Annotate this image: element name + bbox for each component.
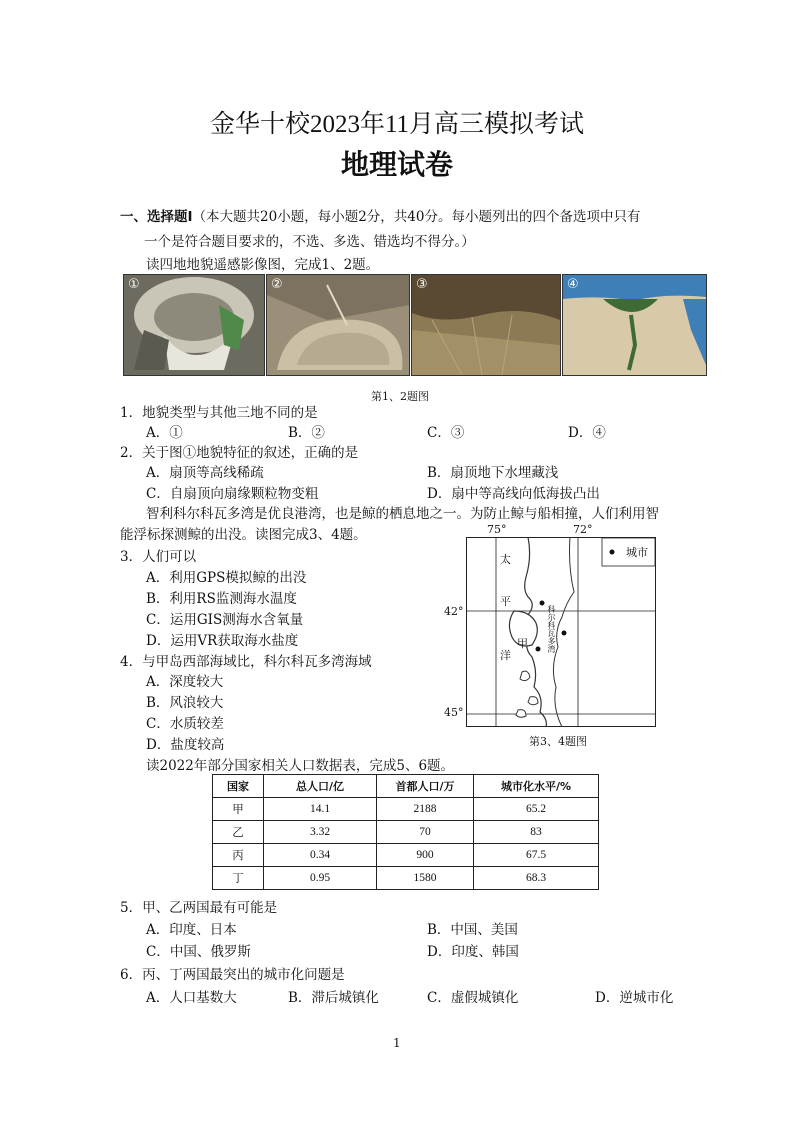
- map-legend-label: 城市: [626, 546, 648, 559]
- q1-stem: 1．地貌类型与其他三地不同的是: [120, 405, 318, 421]
- q3-option-b: B．利用RS监测海水温度: [146, 591, 297, 607]
- map-caption: 第3、4题图: [529, 735, 587, 748]
- cell-urbanization: 65.2: [474, 798, 599, 821]
- table-row: [213, 798, 599, 821]
- header-urbanization: 城市化水平/%: [474, 775, 599, 798]
- map-ocean-char-1: 太: [500, 553, 511, 566]
- q1-option-b: B．②: [288, 425, 325, 441]
- q6-option-d: D．逆城市化: [595, 990, 674, 1006]
- q6-option-c: C．虚假城镇化: [427, 990, 519, 1006]
- q2-option-d: D．扇中等高线向低海拔凸出: [427, 486, 600, 502]
- map-island-label: 甲: [517, 637, 528, 650]
- landform-photo-3: [411, 274, 561, 376]
- map-ocean-char-2: 平: [500, 595, 511, 608]
- chile-bay-map: [466, 537, 656, 727]
- table-header-row: [213, 775, 599, 798]
- photo-caption: 第1、2题图: [371, 390, 429, 403]
- q4-option-b: B．风浪较大: [146, 695, 224, 711]
- q5-option-d: D．印度、韩国: [427, 944, 519, 960]
- q3-option-d: D．运用VR获取海水盐度: [146, 633, 299, 649]
- section-label: 一、选择题Ⅰ: [120, 209, 193, 225]
- table-row: [213, 844, 599, 867]
- table-row: [213, 867, 599, 890]
- q4-option-d: D．盐度较高: [146, 737, 225, 753]
- q12-lead: 读四地地貌遥感影像图，完成1、2题。: [146, 257, 380, 273]
- cell-urbanization: 68.3: [474, 867, 599, 890]
- q6-stem: 6．丙、丁两国最突出的城市化问题是: [120, 967, 345, 983]
- q4-stem: 4．与甲岛西部海域比，科尔科瓦多湾海域: [120, 654, 372, 670]
- map-bay-label: 科尔科瓦多湾: [547, 605, 556, 653]
- q56-lead: 读2022年部分国家相关人口数据表，完成5、6题。: [146, 758, 455, 774]
- landform-photo-1: [123, 274, 265, 376]
- header-capital-pop: 首都人口/万: [377, 775, 474, 798]
- q2-option-a: A．扇顶等高线稀疏: [146, 465, 264, 481]
- cell-capital-pop: 2188: [377, 798, 474, 821]
- q1-option-c: C．③: [427, 425, 465, 441]
- header-country: 国家: [213, 775, 264, 798]
- q6-option-b: B．滞后城镇化: [288, 990, 379, 1006]
- cell-capital-pop: 900: [377, 844, 474, 867]
- cell-urbanization: 67.5: [474, 844, 599, 867]
- population-table: [212, 774, 599, 890]
- q2-stem: 2．关于图①地貌特征的叙述，正确的是: [120, 445, 359, 461]
- map-lon-75: 75°: [487, 523, 507, 536]
- cell-total-pop: 14.1: [264, 798, 377, 821]
- cell-country: 甲: [213, 798, 264, 821]
- q34-lead-1: 智利科尔科瓦多湾是优良港湾，也是鲸的栖息地之一。为防止鲸与船相撞，人们利用智: [146, 506, 659, 522]
- q4-option-a: A．深度较大: [146, 674, 224, 690]
- q5-option-b: B．中国、美国: [427, 922, 518, 938]
- exam-subtitle: 地理试卷: [340, 148, 453, 181]
- cell-country: 丁: [213, 867, 264, 890]
- landform-photo-4: [562, 274, 707, 376]
- photo-label-4: ④: [567, 277, 579, 292]
- q2-option-b: B．扇顶地下水埋藏浅: [427, 465, 559, 481]
- section-intro-2: 一个是符合题目要求的，不选、多选、错选均不得分。）: [144, 234, 475, 250]
- cell-country: 丙: [213, 844, 264, 867]
- photo-label-2: ②: [271, 277, 283, 292]
- q1-option-d: D．④: [568, 425, 606, 441]
- map-lat-45: 45°: [444, 706, 464, 719]
- q5-stem: 5．甲、乙两国最有可能是: [120, 900, 278, 916]
- q5-option-a: A．印度、日本: [146, 922, 237, 938]
- q4-option-c: C．水质较差: [146, 716, 224, 732]
- q34-lead-2: 能浮标探测鲸的出没。读图完成3、4题。: [120, 527, 367, 543]
- exam-title: 金华十校2023年11月高三模拟考试: [209, 111, 585, 138]
- map-ocean-char-3: 洋: [500, 649, 511, 662]
- q3-stem: 3．人们可以: [120, 549, 197, 565]
- map-lat-42: 42°: [444, 605, 464, 618]
- q2-option-c: C．自扇顶向扇缘颗粒物变粗: [146, 486, 319, 502]
- section-intro-1: （本大题共20小题，每小题2分，共40分。每小题列出的四个备选项中只有: [192, 209, 641, 225]
- photo-label-3: ③: [416, 277, 428, 292]
- photo-label-1: ①: [128, 277, 140, 292]
- cell-total-pop: 0.34: [264, 844, 377, 867]
- landform-photo-2: [266, 274, 410, 376]
- cell-capital-pop: 70: [377, 821, 474, 844]
- q3-option-c: C．运用GIS测海水含氧量: [146, 612, 304, 628]
- section-heading: [120, 205, 640, 225]
- map-lon-72: 72°: [573, 523, 593, 536]
- table-row: [213, 821, 599, 844]
- q3-option-a: A．利用GPS模拟鲸的出没: [146, 570, 307, 586]
- cell-urbanization: 83: [474, 821, 599, 844]
- q1-option-a: A．①: [146, 425, 183, 441]
- cell-country: 乙: [213, 821, 264, 844]
- q6-option-a: A．人口基数大: [146, 990, 237, 1006]
- cell-capital-pop: 1580: [377, 867, 474, 890]
- q5-option-c: C．中国、俄罗斯: [146, 944, 251, 960]
- cell-total-pop: 3.32: [264, 821, 377, 844]
- cell-total-pop: 0.95: [264, 867, 377, 890]
- page-number: 1: [393, 1036, 401, 1050]
- header-total-pop: 总人口/亿: [264, 775, 377, 798]
